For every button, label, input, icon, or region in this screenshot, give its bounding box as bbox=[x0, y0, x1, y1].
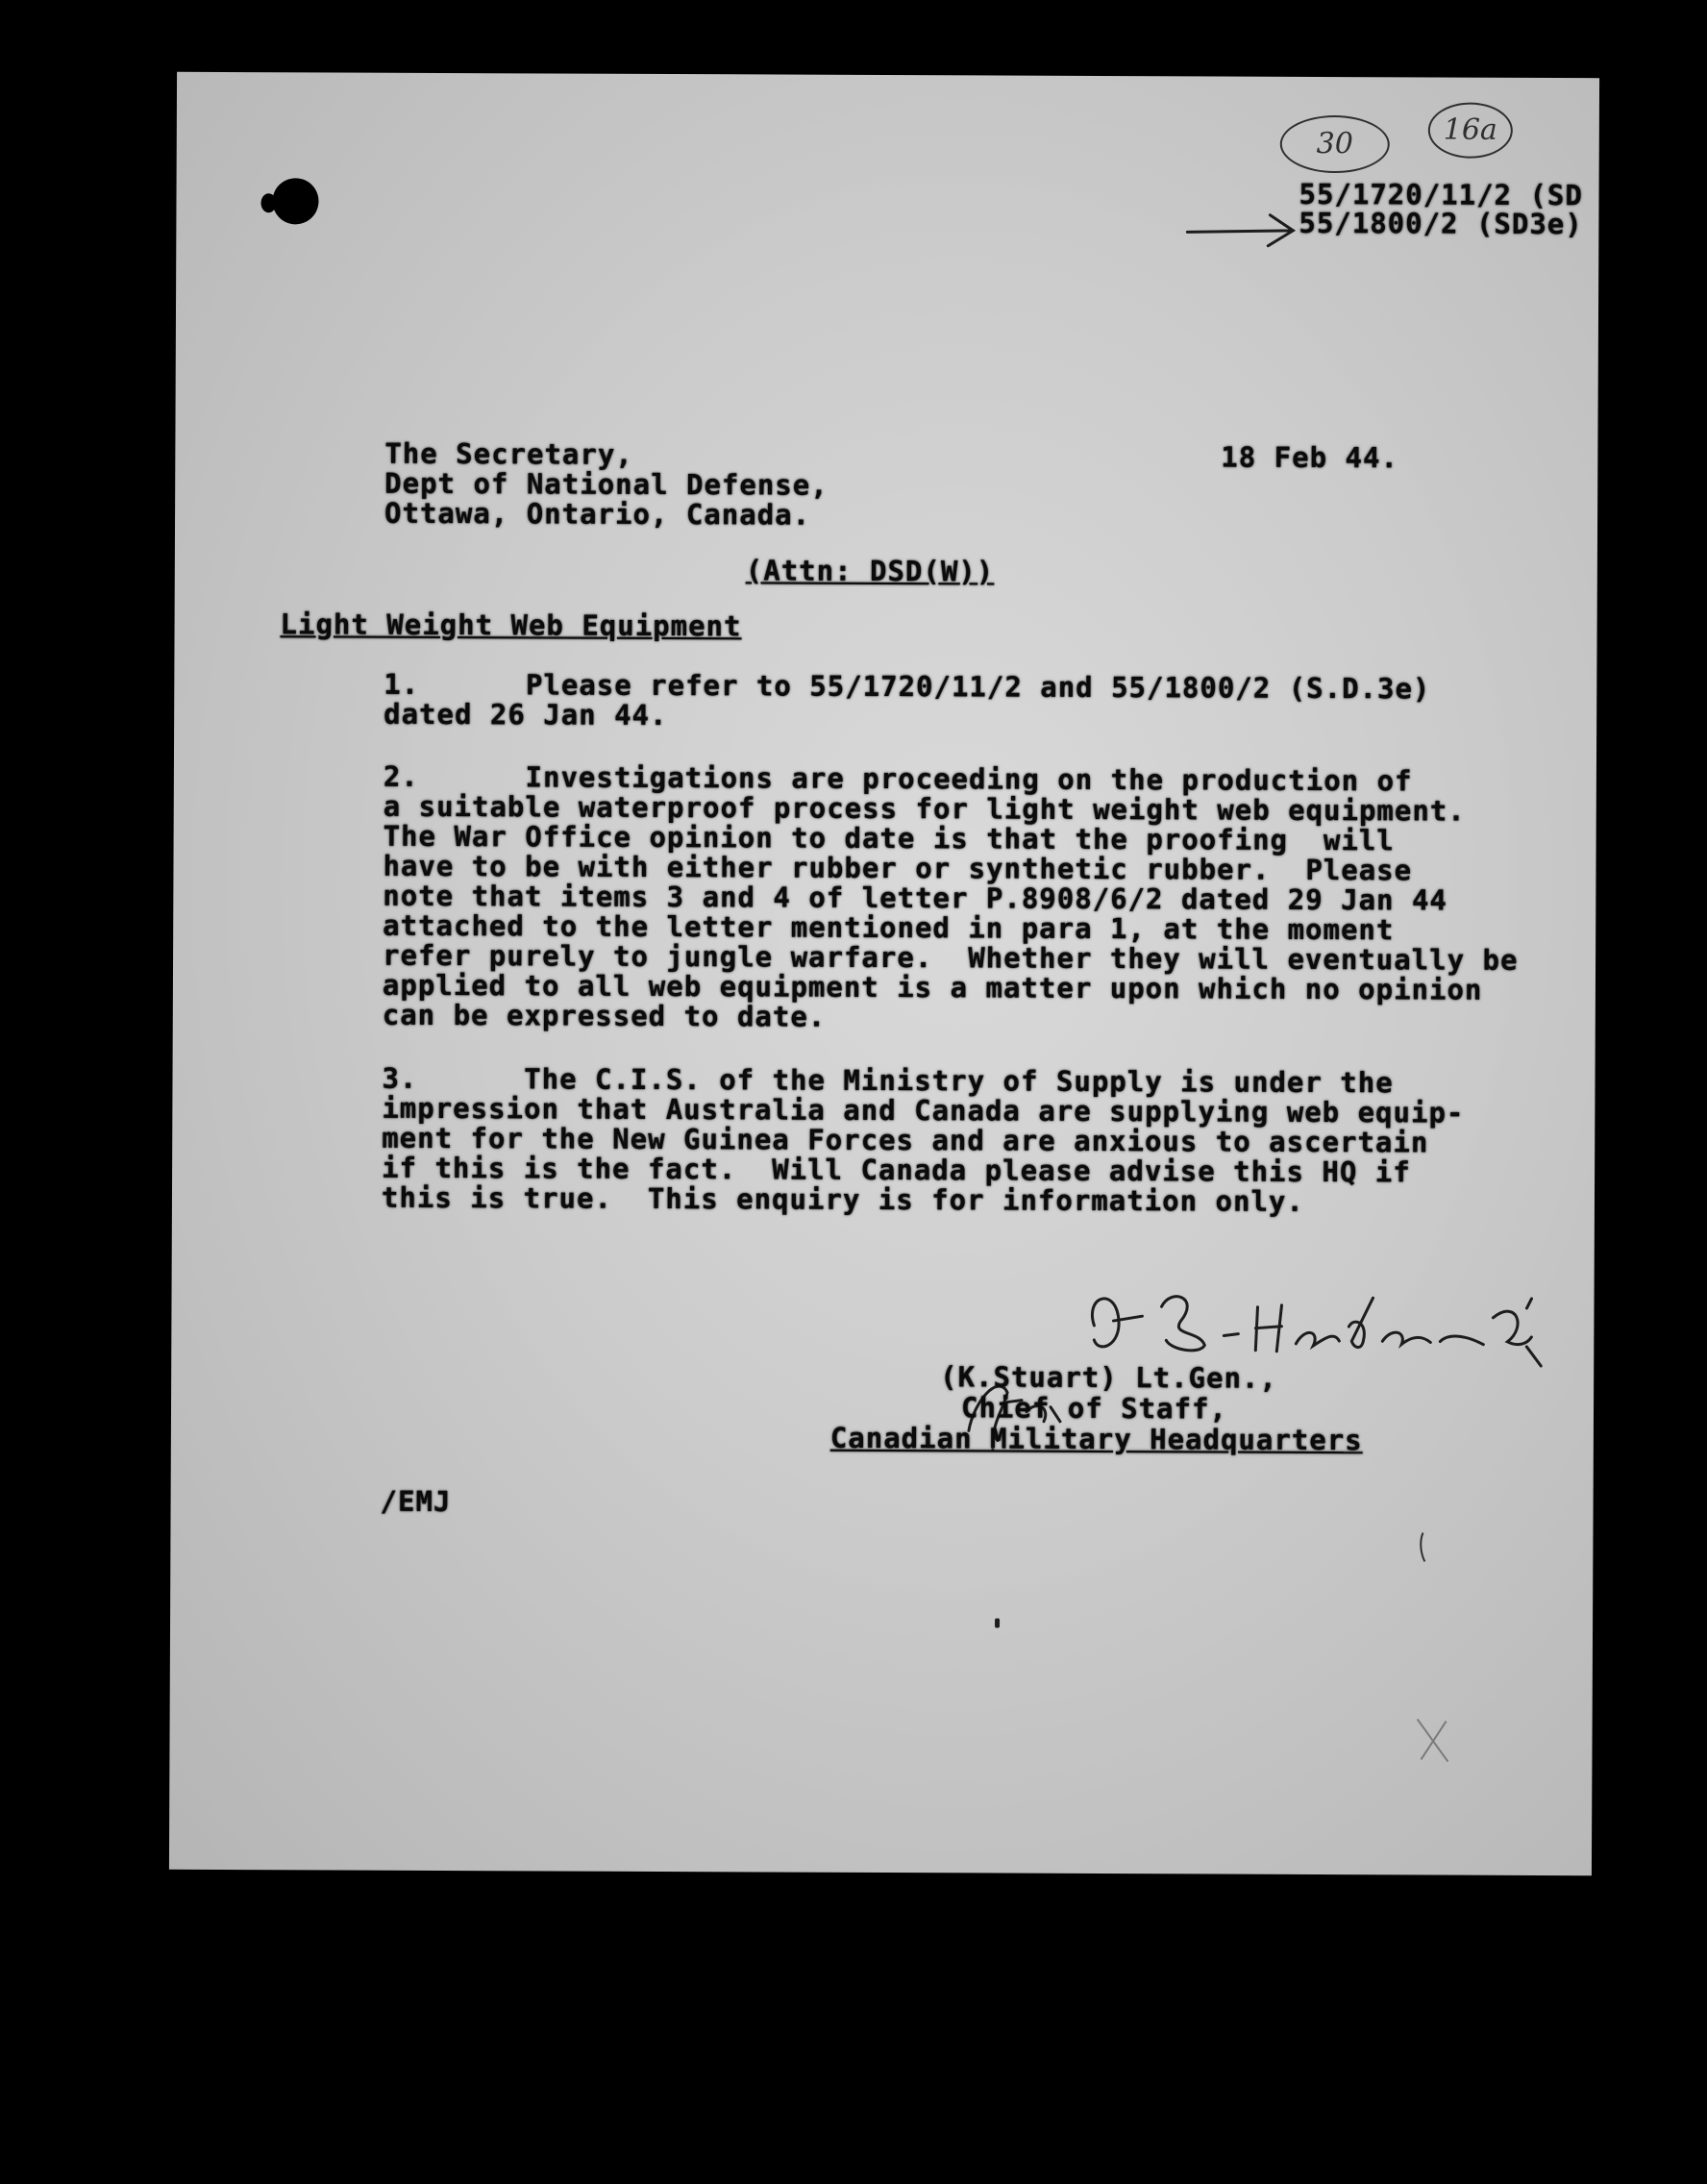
addressee-line-1: The Secretary, bbox=[384, 436, 633, 471]
paragraph-2-line-8: applied to all web equipment is a matter upon which no opinion bbox=[382, 968, 1483, 1006]
pencil-mark bbox=[1415, 1528, 1434, 1567]
dust-speck bbox=[995, 1619, 1000, 1628]
paragraph-3-line-4: if this is the fact. Will Canada please advise this HQ if bbox=[382, 1151, 1411, 1189]
paragraph-3-line-5: this is true. This enquiry is for information only. bbox=[381, 1180, 1304, 1218]
signature-line-1: (K.Stuart) Lt.Gen., bbox=[940, 1360, 1277, 1395]
subject-heading: Light Weight Web Equipment bbox=[280, 608, 742, 643]
paragraph-2-line-1: 2. Investigations are proceeding on the production of bbox=[383, 759, 1413, 798]
file-ref-2: 55/1800/2 (SD3e) bbox=[1299, 206, 1583, 241]
arrow-right-icon bbox=[1185, 201, 1300, 250]
paragraph-2-line-4: have to be with either rubber or synthetic rubber. Please bbox=[383, 849, 1413, 887]
paragraph-2-line-3: The War Office opinion to date is that the proofing will bbox=[383, 819, 1395, 857]
file-ref-1: 55/1720/11/2 (SD bbox=[1299, 177, 1583, 212]
signature-line-3: Canadian Military Headquarters bbox=[829, 1421, 1363, 1457]
addressee-line-2: Dept of National Defense, bbox=[384, 466, 829, 502]
paragraph-2-line-7: refer purely to jungle warfare. Whether they will eventually be bbox=[383, 938, 1519, 977]
typist-initials: /EMJ bbox=[380, 1484, 452, 1519]
document-page bbox=[169, 72, 1599, 1875]
addressee-line-3: Ottawa, Ontario, Canada. bbox=[384, 496, 811, 532]
paragraph-1-line-2: dated 26 Jan 44. bbox=[383, 697, 668, 732]
punch-hole-icon bbox=[272, 178, 318, 224]
circled-number-2: 16a bbox=[1428, 102, 1513, 158]
circled-number-1: 30 bbox=[1280, 115, 1390, 173]
signature-line-2: Chief of Staff, bbox=[960, 1391, 1228, 1426]
paragraph-2-line-2: a suitable waterproof process for light weight web equipment. bbox=[383, 789, 1466, 828]
paragraph-2-line-9: can be expressed to date. bbox=[382, 998, 827, 1033]
paragraph-1-line-1: 1. Please refer to 55/1720/11/2 and 55/1800/2 (S.D.3e) bbox=[383, 667, 1431, 706]
paragraph-2-line-5: note that items 3 and 4 of letter P.8908/6/2 dated 29 Jan 44 bbox=[383, 879, 1447, 917]
attention-line: (Attn: DSD(W)) bbox=[745, 554, 995, 588]
paragraph-2-line-6: attached to the letter mentioned in para 1, at the moment bbox=[383, 908, 1395, 947]
paragraph-3-line-1: 3. The C.I.S. of the Ministry of Supply is under the bbox=[382, 1061, 1394, 1100]
paragraph-3-line-2: impression that Australia and Canada are supplying web equip- bbox=[382, 1091, 1465, 1129]
paragraph-3-line-3: ment for the New Guinea Forces and are anxious to ascertain bbox=[382, 1121, 1429, 1159]
pencil-mark-x bbox=[1409, 1711, 1457, 1769]
letter-date: 18 Feb 44. bbox=[1221, 440, 1399, 475]
